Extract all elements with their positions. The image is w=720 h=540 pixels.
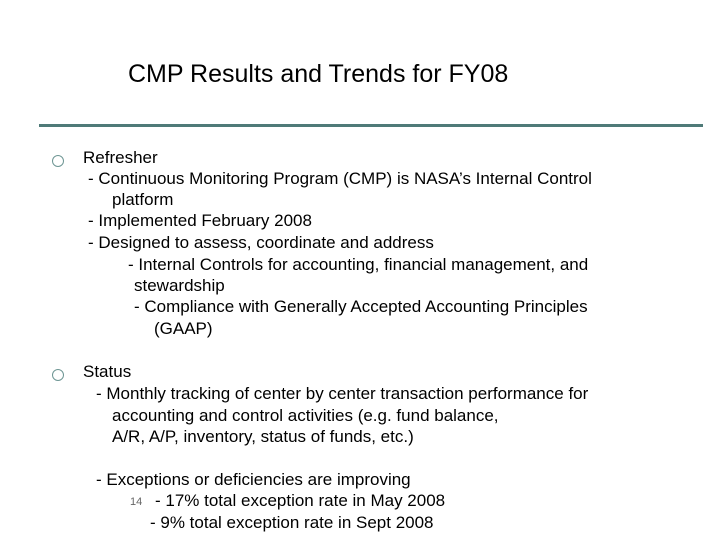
bullet-circle-icon [52,369,64,381]
refresher-line-1: - Continuous Monitoring Program (CMP) is NASA’s Internal Control [88,169,592,188]
refresher-line-5: - Internal Controls for accounting, financial management, and [128,255,589,274]
section-heading-refresher: Refresher [83,148,158,167]
refresher-line-6: stewardship [134,276,225,295]
refresher-line-4: - Designed to assess, coordinate and address [88,233,434,252]
slide-title: CMP Results and Trends for FY08 [128,60,509,88]
status-line-5: - 17% total exception rate in May 2008 [155,491,446,510]
status-line-4: - Exceptions or deficiencies are improving [96,470,411,489]
status-line-1: - Monthly tracking of center by center transaction performance for [96,384,589,403]
section-heading-status: Status [83,362,132,381]
page-number: 14 [130,496,143,508]
refresher-line-7: - Compliance with Generally Accepted Accounting Principles [134,297,588,316]
status-line-3: A/R, A/P, inventory, status of funds, etc.) [112,427,414,446]
title-divider [39,124,703,127]
bullet-circle-icon [52,155,64,167]
refresher-line-3: - Implemented February 2008 [88,211,312,230]
status-line-2: accounting and control activities (e.g. fund balance, [112,406,499,425]
refresher-line-8: (GAAP) [154,319,213,338]
refresher-line-2: platform [112,190,174,209]
status-line-6: - 9% total exception rate in Sept 2008 [150,513,434,532]
